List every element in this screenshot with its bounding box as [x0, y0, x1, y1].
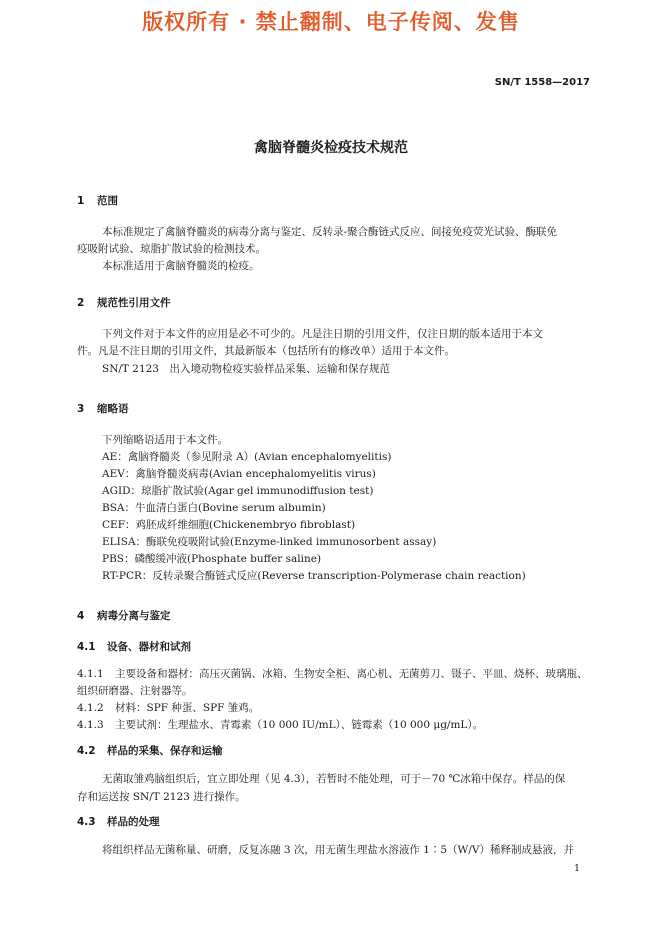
section-number: 2 [77, 297, 85, 309]
section-number: 4.3 [77, 816, 96, 828]
abbreviation-item: RT-PCR：反转录聚合酶链式反应(Reverse transcription-Polymerase chain reaction) [102, 570, 526, 582]
paragraph: 将组织样品无菌称量、研磨，反复冻融 3 次，用无菌生理盐水溶液作 1∶5（W/V）稀释制成悬液，并 [102, 844, 574, 856]
copyright-banner: 版权所有 · 禁止翻制、电子传阅、发售 [142, 10, 520, 34]
clause-text: 主要试剂：生理盐水、青霉素（10 000 IU/mL）、链霉素（10 000 μg/mL）。 [115, 719, 484, 731]
paragraph: 下列缩略语适用于本文件。 [102, 434, 228, 446]
abbreviation-item: PBS：磷酸缓冲液(Phosphate buffer saline) [102, 553, 322, 565]
subsection-4-3-heading [77, 814, 160, 829]
paragraph: 存和运送按 SN/T 2123 进行操作。 [77, 791, 246, 803]
standard-number: SN/T 1558—2017 [494, 77, 590, 88]
section-number: 4.2 [77, 745, 96, 757]
section-title: 样品的处理 [107, 816, 160, 828]
abbreviation-item: AGID：琼脂扩散试验(Agar gel immunodiffusion test) [102, 485, 374, 497]
paragraph: 件。凡是不注日期的引用文件，其最新版本（包括所有的修改单）适用于本文件。 [77, 345, 455, 357]
section-number: 4.1 [77, 641, 96, 653]
section-number: 3 [77, 403, 85, 415]
section-title: 缩略语 [97, 403, 129, 415]
section-2-heading [77, 295, 171, 310]
paragraph: 本标准适用于禽脑脊髓炎的检疫。 [102, 260, 260, 272]
subsection-4-1-heading [77, 639, 191, 654]
abbreviation-item: AE：禽脑脊髓炎（参见附录 A）(Avian encephalomyelitis) [102, 451, 392, 463]
section-4-heading [77, 608, 171, 623]
section-1-heading [77, 193, 118, 208]
section-title: 样品的采集、保存和运输 [107, 745, 223, 757]
section-title: 设备、器材和试剂 [107, 641, 191, 653]
paragraph: 组织研磨器、注射器等。 [77, 685, 193, 697]
paragraph: 疫吸附试验、琼脂扩散试验的检测技术。 [77, 243, 266, 255]
section-title: 规范性引用文件 [97, 297, 171, 309]
section-3-heading [77, 401, 129, 416]
clause-4-1-3 [77, 717, 483, 733]
section-title: 范围 [97, 195, 118, 207]
paragraph: 无菌取雏鸡脑组织后，宜立即处理（见 4.3），若暂时不能处理，可于－70 ℃冰箱中保存。样品的保 [102, 773, 566, 785]
subsection-4-2-heading [77, 743, 223, 758]
abbreviation-item: AEV：禽脑脊髓炎病毒(Avian encephalomyelitis virus) [102, 468, 376, 480]
abbreviation-item: ELISA：酶联免疫吸附试验(Enzyme-linked immunosorbent assay) [102, 536, 437, 548]
section-number: 4 [77, 610, 85, 622]
normative-reference: SN/T 2123 出入境动物检疫实验样品采集、运输和保存规范 [102, 363, 390, 375]
section-title: 病毒分离与鉴定 [97, 610, 171, 622]
clause-4-1-2 [77, 700, 259, 716]
clause-text: 主要设备和器材：高压灭菌锅、冰箱、生物安全柜、离心机、无菌剪刀、镊子、平皿、烧杯、玻璃瓶、 [115, 668, 588, 680]
abbreviation-item: CEF：鸡胚成纤维细胞(Chickenembryo fibroblast) [102, 519, 356, 531]
section-number: 1 [77, 195, 85, 207]
page-number: 1 [573, 863, 580, 874]
document-title: 禽脑脊髓炎检疫技术规范 [254, 140, 408, 156]
clause-number: 4.1.3 [77, 719, 104, 731]
paragraph: 下列文件对于本文件的应用是必不可少的。凡是注日期的引用文件，仅注日期的版本适用于本文 [102, 328, 543, 340]
clause-number: 4.1.1 [77, 668, 104, 680]
paragraph: 本标准规定了禽脑脊髓炎的病毒分离与鉴定、反转录-聚合酶链式反应、间接免疫荧光试验、酶联免 [102, 226, 558, 238]
clause-text: 材料：SPF 种蛋、SPF 雏鸡。 [115, 702, 260, 714]
clause-4-1-1 [77, 666, 588, 682]
abbreviation-item: BSA：牛血清白蛋白(Bovine serum albumin) [102, 502, 326, 514]
clause-number: 4.1.2 [77, 702, 104, 714]
